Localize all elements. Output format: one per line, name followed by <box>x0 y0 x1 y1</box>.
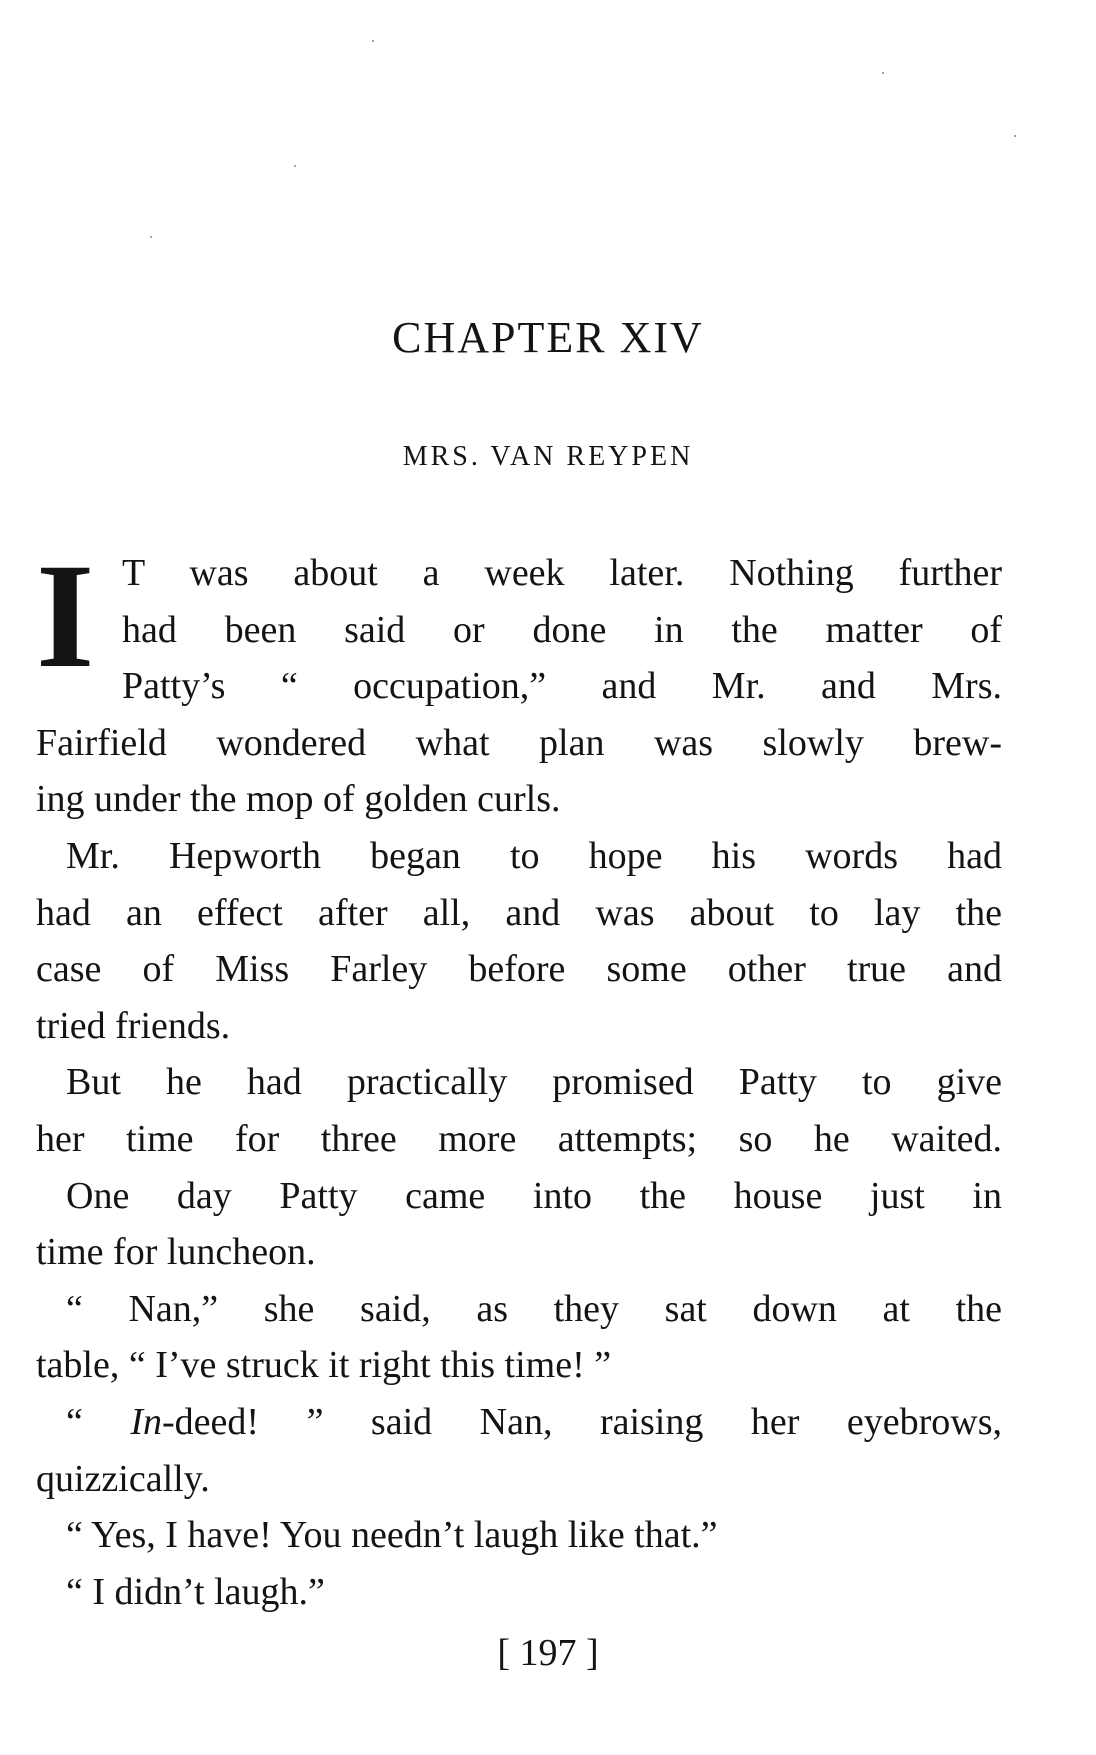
scan-speck <box>294 165 296 167</box>
text-line: But he had practically promised Patty to give <box>66 1061 1002 1104</box>
text-line: tried friends. <box>36 1004 231 1047</box>
chapter-subtitle: MRS. VAN REYPEN <box>402 441 694 472</box>
text-line: “ Yes, I have! You needn’t laugh like that.” <box>66 1514 718 1557</box>
text-fragment: -deed! ” said Nan, raising her eyebrows, <box>162 1400 1002 1443</box>
text-fragment: “ In <box>66 1400 163 1443</box>
scan-speck <box>1014 135 1016 137</box>
text-line: quizzically. <box>36 1457 210 1500</box>
text-line: table, “ I’ve struck it right this time! ” <box>36 1344 612 1387</box>
body-text <box>36 545 1002 1620</box>
text-line: her time for three more attempts; so he waited. <box>36 1117 1002 1160</box>
text-line: Patty’s “ occupation,” and Mr. and Mrs. <box>122 665 1002 708</box>
chapter-title: CHAPTER XIV <box>392 313 704 362</box>
text-line: had been said or done in the matter of <box>122 608 1002 651</box>
text-line: “ Nan,” she said, as they sat down at the <box>66 1287 1002 1330</box>
scan-speck <box>150 236 152 238</box>
scan-speck <box>372 40 374 42</box>
text-line: One day Patty came into the house just in <box>66 1174 1002 1217</box>
text-line: time for luncheon. <box>36 1231 316 1274</box>
text-line: Fairfield wondered what plan was slowly brew- <box>36 721 1002 764</box>
text-line: case of Miss Farley before some other true and <box>36 948 1002 991</box>
text-line: T was about a week later. Nothing further <box>122 552 1002 594</box>
text-line: had an effect after all, and was about to lay the <box>36 891 1002 934</box>
text-line <box>36 1394 1002 1451</box>
italic-emphasis: In <box>130 1400 163 1443</box>
drop-cap: I <box>36 533 95 699</box>
text-line: Mr. Hepworth began to hope his words had <box>66 834 1002 877</box>
scan-speck <box>882 72 884 74</box>
quote-open-italic <box>66 1401 162 1443</box>
page-number: [ 197 ] <box>497 1632 599 1674</box>
text-line: ing under the mop of golden curls. <box>36 778 561 821</box>
text-line: “ I didn’t laugh.” <box>66 1570 325 1613</box>
